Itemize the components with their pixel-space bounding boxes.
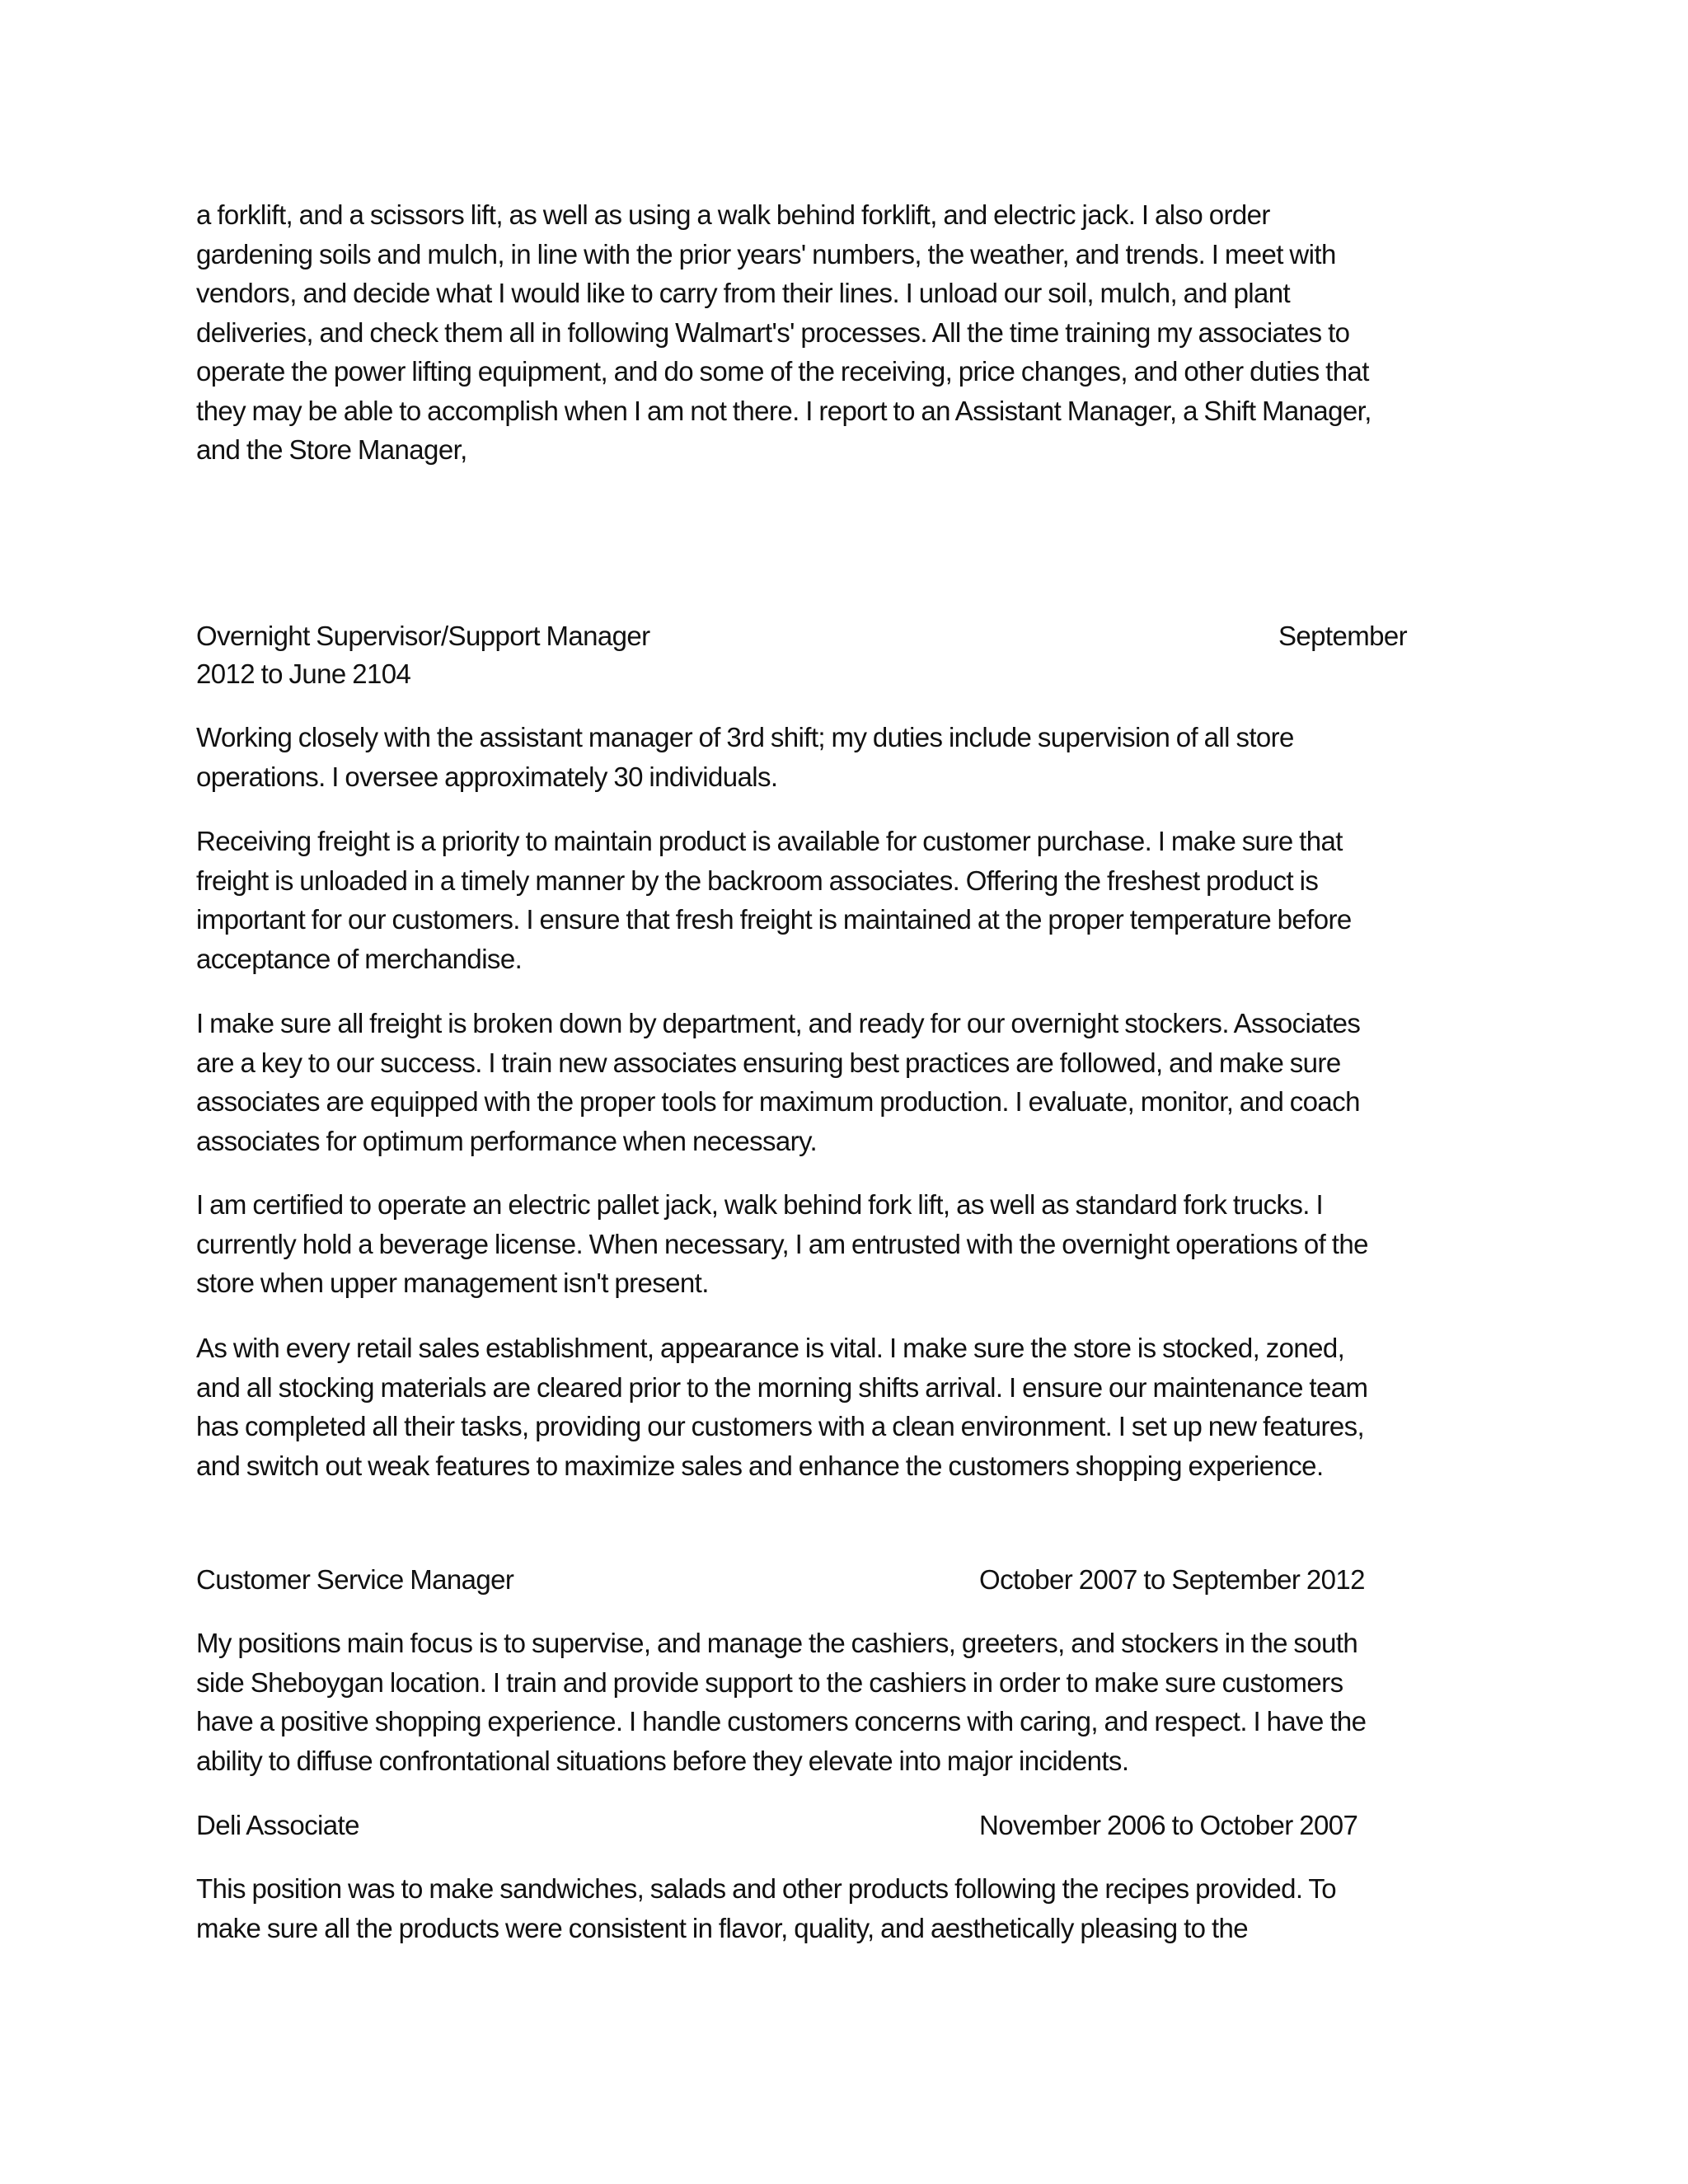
job-heading — [196, 616, 1482, 656]
text-line: As with every retail sales establishment, appearance is vital. I make sure the store is stocked, zoned, — [196, 1333, 1345, 1363]
text-line: acceptance of merchandise. — [196, 943, 523, 974]
text-line: freight is unloaded in a timely manner by the backroom associates. Offering the freshest product is — [196, 865, 1319, 896]
text-line: associates for optimum performance when necessary. — [196, 1125, 818, 1156]
job-dates-continued — [196, 654, 1482, 694]
text-line: are a key to our success. I train new associates ensuring best practices are followed, and make sure — [196, 1047, 1341, 1078]
text-line: and all stocking materials are cleared prior to the morning shifts arrival. I ensure our maintenance team — [196, 1371, 1368, 1403]
text-line: has completed all their tasks, providing our customers with a clean environment. I set up new features, — [196, 1411, 1365, 1441]
text-line: I make sure all freight is broken down by department, and ready for our overnight stockers. Associates — [196, 1008, 1361, 1038]
text-line: and switch out weak features to maximize sales and enhance the customers shopping experience. — [196, 1450, 1324, 1481]
text-line: operate the power lifting equipment, and do some of the receiving, price changes, and other duties that — [196, 356, 1369, 387]
text-line: operations. I oversee approximately 30 individuals. — [196, 761, 778, 792]
job-heading — [196, 1806, 1482, 1845]
job-title: Deli Associate — [196, 1810, 359, 1840]
text-line: This position was to make sandwiches, salads and other products following the recipes provided. To — [196, 1873, 1337, 1904]
text-line: store when upper management isn't present. — [196, 1268, 709, 1298]
text-line: they may be able to accomplish when I am not there. I report to an Assistant Manager, a Shift Manager, — [196, 395, 1372, 426]
text-line: currently hold a beverage license. When necessary, I am entrusted with the overnight operations of the — [196, 1228, 1368, 1259]
job-paragraph — [196, 1004, 1482, 1160]
text-line: a forklift, and a scissors lift, as well as using a walk behind forklift, and electric jack. I also order — [196, 199, 1270, 230]
text-line: have a positive shopping experience. I handle customers concerns with caring, and respect. I have the — [196, 1706, 1367, 1736]
text-line: Working closely with the assistant manager of 3rd shift; my duties include supervision of all store — [196, 722, 1294, 752]
job-paragraph — [196, 1869, 1482, 1947]
job-dates: October 2007 to September 2012 — [979, 1564, 1365, 1595]
text-line: make sure all the products were consistent in flavor, quality, and aesthetically pleasing to the — [196, 1912, 1249, 1943]
job-paragraph — [196, 1624, 1482, 1780]
text-line: and the Store Manager, — [196, 434, 467, 465]
text-line: important for our customers. I ensure that fresh freight is maintained at the proper temperature before — [196, 904, 1352, 935]
job-paragraph — [196, 1329, 1482, 1485]
job-title: Overnight Supervisor/Support Manager — [196, 621, 650, 651]
text-line: gardening soils and mulch, in line with the prior years' numbers, the weather, and trends. I meet with — [196, 238, 1336, 269]
job-title: Customer Service Manager — [196, 1564, 514, 1595]
job-dates: November 2006 to October 2007 — [979, 1810, 1358, 1840]
job-heading — [196, 1560, 1482, 1600]
job-paragraph — [196, 718, 1482, 796]
job-paragraph — [196, 1185, 1482, 1303]
job-dates: 2012 to June 2104 — [196, 658, 411, 689]
text-line: vendors, and decide what I would like to carry from their lines. I unload our soil, mulch, and plant — [196, 278, 1291, 308]
text-line: Receiving freight is a priority to maintain product is available for customer purchase. I make sure that — [196, 826, 1343, 856]
text-line: ability to diffuse confrontational situations before they elevate into major incidents. — [196, 1745, 1129, 1776]
text-line: deliveries, and check them all in following Walmart's' processes. All the time training my associates to — [196, 316, 1350, 348]
intro-paragraph — [196, 195, 1482, 470]
job-dates: September — [1278, 621, 1408, 651]
text-line: My positions main focus is to supervise, and manage the cashiers, greeters, and stockers in the south — [196, 1628, 1358, 1658]
text-line: associates are equipped with the proper tools for maximum production. I evaluate, monitor, and coach — [196, 1086, 1360, 1117]
text-line: I am certified to operate an electric pallet jack, walk behind fork lift, as well as standard fork trucks. I — [196, 1189, 1324, 1220]
job-paragraph — [196, 822, 1482, 978]
text-line: side Sheboygan location. I train and provide support to the cashiers in order to make sure customers — [196, 1666, 1343, 1698]
